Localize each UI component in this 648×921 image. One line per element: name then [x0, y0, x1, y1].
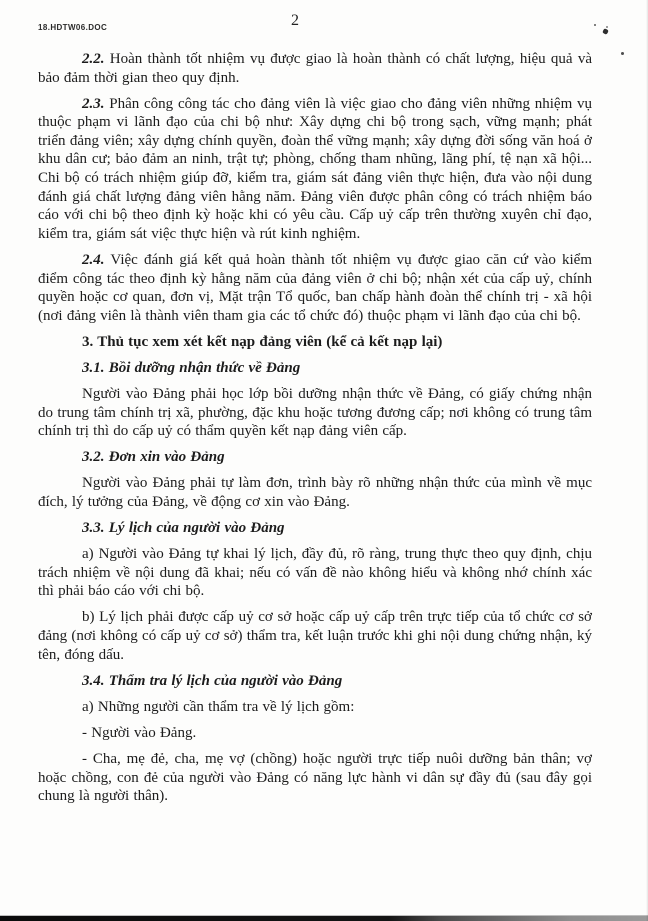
paragraph	[38, 385, 592, 441]
paragraph	[38, 698, 592, 717]
section-heading	[38, 519, 592, 538]
paragraph	[38, 50, 592, 87]
paragraph-text: Người vào Đảng phải học lớp bồi dưỡng nhận thức về Đảng, có giấy chứng nhận do trung tâm chính trị xã, phường, đặc khu hoặc tương đương cấp; nơi không có trung tâm chính trị thì do cấp uỷ có thẩm quyền kết nạp đảng viên cấp.	[38, 386, 592, 440]
ink-speck	[606, 26, 608, 28]
paragraph	[38, 474, 592, 511]
paragraph-text: Việc đánh giá kết quả hoàn thành tốt nhiệm vụ được giao căn cứ vào kiểm điểm công tác theo định kỳ hằng năm của đảng viên ở chi bộ; nhận xét của cấp uỷ, chính quyền hoặc cơ quan, đơn vị, Mặt trận Tổ quốc, ban chấp hành đoàn thể chính trị - xã hội (nơi đảng viên là thành viên tham gia các tổ chức đó) thuộc phạm vi lãnh đạo của chi bộ.	[38, 251, 592, 324]
paragraph	[38, 724, 592, 743]
scan-edge-artifact	[0, 916, 648, 921]
paragraph-text: - Người vào Đảng.	[82, 724, 197, 741]
document-code: 18.HDTW06.DOC	[38, 23, 108, 32]
paragraph	[38, 750, 592, 806]
paragraph-text: - Cha, mẹ đẻ, cha, mẹ vợ (chồng) hoặc người trực tiếp nuôi dưỡng bản thân; vợ hoặc chồng, con đẻ của người vào Đảng có năng lực hành vi dân sự đầy đủ (sau đây gọi chung là người thân).	[38, 751, 592, 805]
paragraph-text: 3.4. Thẩm tra lý lịch của người vào Đảng	[82, 672, 343, 689]
section-heading	[38, 359, 592, 378]
paragraph-text: 3.3. Lý lịch của người vào Đảng	[82, 520, 285, 537]
paragraph-text: a) Người vào Đảng tự khai lý lịch, đầy đủ, rõ ràng, trung thực theo quy định, chịu trách nhiệm về nội dung đã khai; nếu có vấn đề nào không hiểu và không nhớ chính xác thì phải báo cáo với chi bộ.	[38, 546, 592, 600]
page-header	[38, 12, 592, 38]
ink-speck	[594, 24, 596, 26]
section-heading	[38, 333, 592, 352]
section-heading	[38, 672, 592, 691]
paragraph-text: 3.2. Đơn xin vào Đảng	[82, 449, 225, 466]
paragraph	[38, 95, 592, 244]
paragraph	[38, 251, 592, 325]
paragraph-text: a) Những người cần thẩm tra về lý lịch gồm:	[82, 698, 355, 715]
paragraph-number: 2.4.	[82, 251, 105, 268]
ink-speck	[621, 52, 624, 55]
document-body	[38, 50, 592, 813]
paragraph-text: 3.1. Bồi dưỡng nhận thức về Đảng	[82, 359, 301, 376]
paragraph-text: Phân công công tác cho đảng viên là việc giao cho đảng viên những nhiệm vụ thuộc phạm vi lãnh đạo của chi bộ như: Xây dựng chi bộ trong sạch, vững mạnh; phát triển đảng viên; xây dựng chính quyền, đoàn thể vững mạnh; xây dựng đời sống văn hoá ở khu dân cư; bảo đảm an ninh, trật tự; phòng, chống tham nhũng, lãng phí, tệ nạn xã hội... Chi bộ có trách nhiệm giúp đỡ, kiểm tra, giám sát đảng viên thực hiện, đưa vào nội dung đánh giá chất lượng đảng viên hằng năm. Đảng viên được phân công có trách nhiệm báo cáo với chi bộ theo định kỳ hoặc khi có yêu cầu. Cấp uỷ cấp trên thường xuyên chỉ đạo, kiểm tra, giám sát việc thực hiện và rút kinh nghiệm.	[38, 95, 592, 242]
page-number: 2	[291, 12, 299, 29]
ink-speck	[602, 28, 609, 35]
paragraph-text: Hoàn thành tốt nhiệm vụ được giao là hoàn thành có chất lượng, hiệu quả và bảo đảm thời gian theo quy định.	[38, 51, 592, 86]
paragraph-text: 3. Thủ tục xem xét kết nạp đảng viên (kể cả kết nạp lại)	[82, 333, 443, 350]
paragraph	[38, 545, 592, 601]
paragraph	[38, 608, 592, 664]
paragraph-number: 2.3.	[82, 95, 105, 112]
paragraph-text: Người vào Đảng phải tự làm đơn, trình bày rõ những nhận thức của mình về mục đích, lý tưởng của Đảng, về động cơ xin vào Đảng.	[38, 475, 592, 510]
section-heading	[38, 448, 592, 467]
paragraph-number: 2.2.	[82, 51, 105, 67]
paragraph-text: b) Lý lịch phải được cấp uỷ cơ sở hoặc cấp uỷ cấp trên trực tiếp của tổ chức cơ sở đảng (nơi không có cấp uỷ cơ sở) thẩm tra, kết luận trước khi ghi nội dung chứng nhận, ký tên, đóng dấu.	[38, 609, 592, 663]
